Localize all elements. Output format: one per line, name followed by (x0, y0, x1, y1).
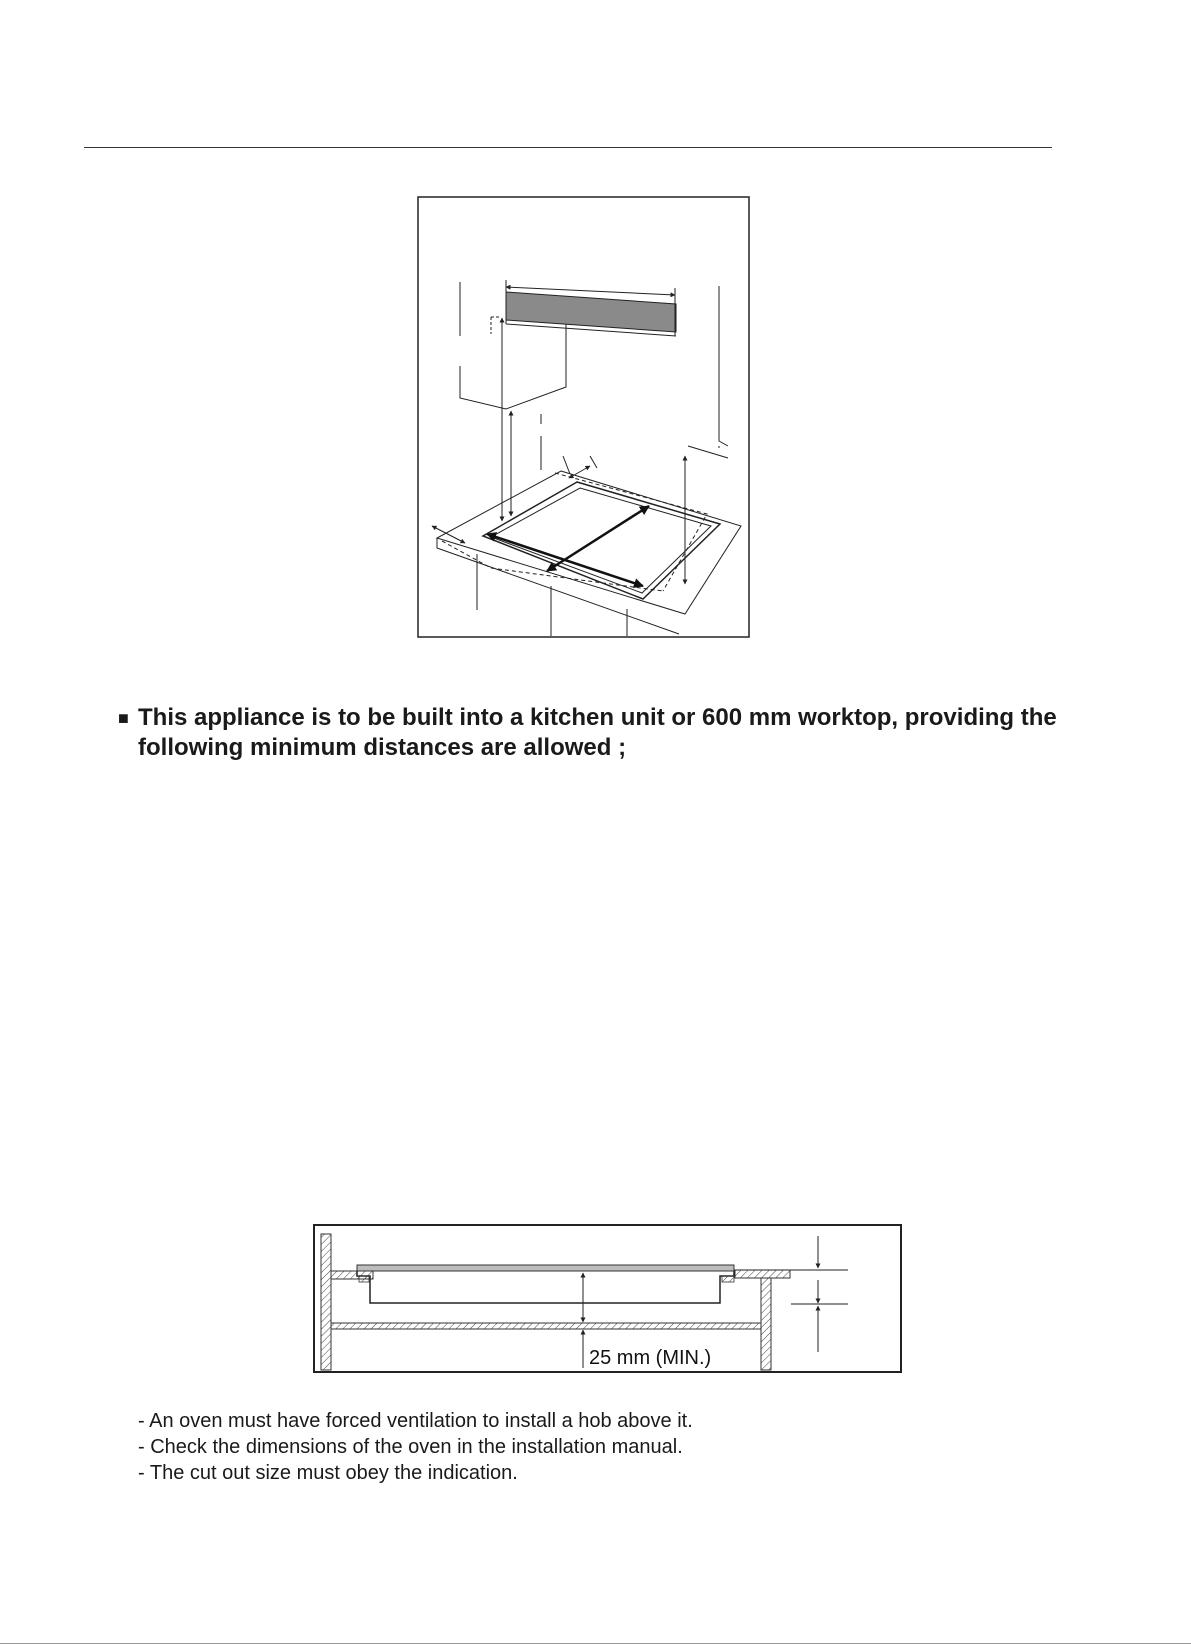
clearance-section-diagram (313, 1224, 902, 1373)
installation-perspective-diagram (417, 196, 750, 638)
bullet-marker: ■ (118, 708, 129, 728)
note-item: - The cut out size must obey the indication. (138, 1462, 518, 1484)
requirement-line-2: following minimum distances are allowed ; (138, 734, 627, 761)
header-rule (84, 147, 1052, 148)
left-cabinet-wall (321, 1234, 331, 1370)
installation-requirement-text (118, 703, 1178, 762)
requirement-line-1: This appliance is to be built into a kitchen unit or 600 mm worktop, providing the (138, 704, 1057, 731)
clearance-label: 25 mm (MIN.) (589, 1347, 712, 1369)
note-item: - An oven must have forced ventilation to install a hob above it. (138, 1410, 693, 1432)
note-item: - Check the dimensions of the oven in the installation manual. (138, 1436, 683, 1458)
notes-list (138, 1408, 693, 1486)
hob-glass (357, 1265, 734, 1271)
page-bottom-edge (0, 1643, 1191, 1644)
right-cabinet-wall (761, 1278, 771, 1370)
worktop-right (735, 1270, 790, 1278)
oven-top-panel (331, 1323, 761, 1329)
